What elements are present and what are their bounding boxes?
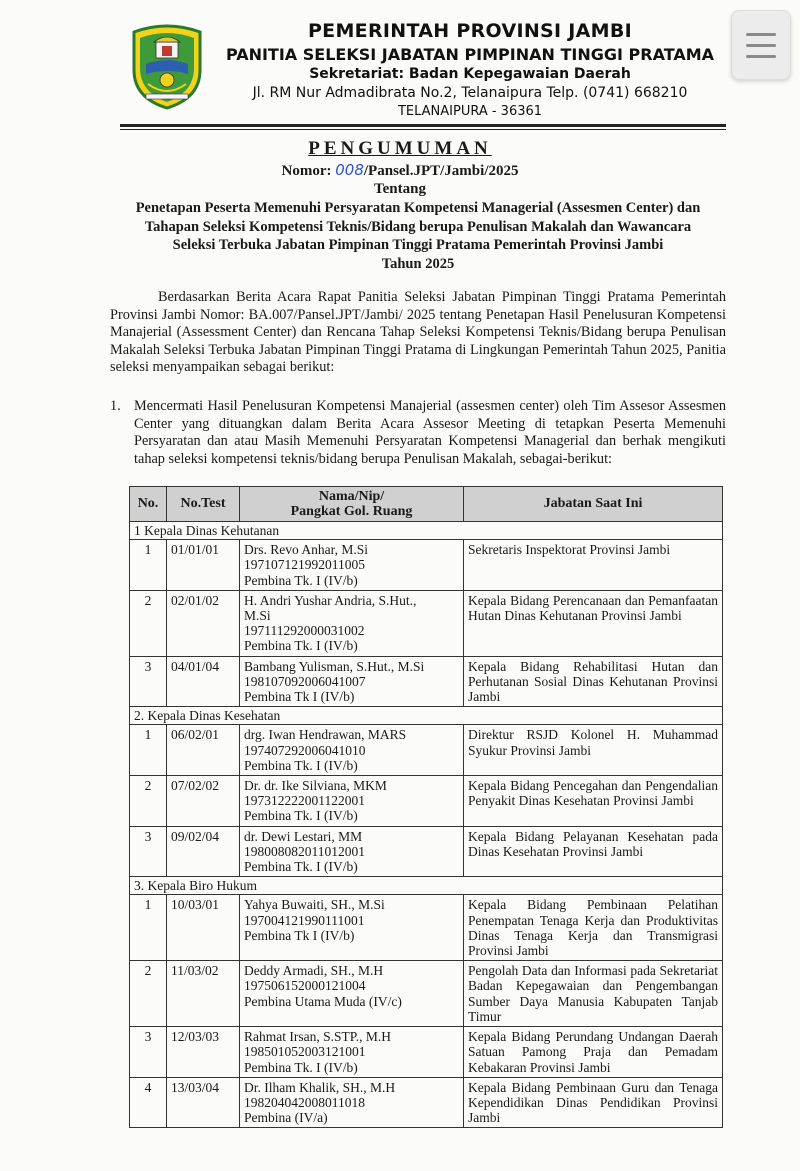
cell-no: 4 [130, 1077, 167, 1128]
cell-nama-line: Pembina Tk. I (IV/b) [244, 572, 358, 588]
cell-no: 1 [130, 895, 167, 961]
cell-nama-line: 197312222001122001 [244, 793, 365, 809]
header-nama [240, 487, 464, 522]
cell-nama [240, 961, 464, 1027]
list-item [110, 398, 726, 468]
cell-jabatan: Kepala Bidang Perencanaan dan Pemanfaatan Hutan Dinas Kehutanan Provinsi Jambi [464, 590, 723, 656]
table-body [130, 522, 723, 1128]
cell-test: 13/03/04 [167, 1077, 240, 1128]
table-row [130, 590, 723, 656]
cell-test: 11/03/02 [167, 961, 240, 1027]
cell-nama-line: 197004121990111001 [244, 912, 365, 928]
subject-line: Penetapan Peserta Memenuhi Persyaratan Kompetensi Managerial (Assesmen Center) dan [135, 200, 701, 216]
cell-nama-line: 197107121992011005 [244, 557, 365, 573]
group-title: 3. Kepala Biro Hukum [130, 877, 723, 895]
cell-test: 01/01/01 [167, 540, 240, 591]
cell-nama-line: Pembina Tk. I (IV/b) [244, 1059, 358, 1075]
cell-jabatan: Kepala Bidang Pelayanan Kesehatan pada Dinas Kesehatan Provinsi Jambi [464, 826, 723, 877]
header-government: PEMERINTAH PROVINSI JAMBI [307, 20, 633, 42]
announcement-about: Tentang [374, 181, 426, 197]
cell-nama [240, 826, 464, 877]
cell-no: 1 [130, 725, 167, 776]
table-header-row [130, 487, 723, 522]
cell-nama-line: drg. Iwan Hendrawan, MARS [244, 727, 407, 743]
table-row [130, 961, 723, 1027]
table-row [130, 725, 723, 776]
cell-nama-line: Pembina Tk. I (IV/b) [244, 859, 358, 875]
intro-paragraph [110, 289, 726, 377]
header-secretariat: Sekretariat: Badan Kepegawaian Daerah [309, 66, 631, 82]
cell-nama-line: 197506152000121004 [244, 978, 366, 994]
cell-nama-line: Yahya Buwaiti, SH., M.Si [244, 897, 385, 913]
cell-nama-line: Rahmat Irsan, S.STP., M.H [244, 1029, 392, 1045]
cell-nama-line: 197111292000031002 [244, 623, 365, 639]
table-group-row [130, 522, 723, 540]
cell-no: 3 [130, 826, 167, 877]
header-rule-thick [120, 124, 726, 127]
header-test: No.Test [167, 487, 240, 522]
candidates-table [129, 486, 723, 1128]
group-title: 1 Kepala Dinas Kehutanan [130, 522, 723, 540]
cell-jabatan: Kepala Bidang Perundang Undangan Daerah Satuan Pamong Praja dan Pemadam Kebakaran Provinsi Jambi [464, 1027, 723, 1078]
number-prefix: Nomor: [281, 163, 336, 179]
cell-jabatan: Kepala Bidang Rehabilitasi Hutan dan Perhutanan Sosial Dinas Kehutanan Provinsi Jambi [464, 656, 723, 707]
table-row [130, 1027, 723, 1078]
announcement-title: PENGUMUMAN [308, 138, 492, 159]
cell-nama-line: Pembina Tk I (IV/b) [244, 689, 355, 705]
menu-button[interactable] [731, 10, 791, 80]
cell-nama [240, 1077, 464, 1128]
cell-nama-line: Pembina Tk. I (IV/b) [244, 638, 358, 654]
hamburger-line [746, 44, 776, 47]
cell-test: 12/03/03 [167, 1027, 240, 1078]
cell-nama-line: Bambang Yulisman, S.Hut., M.Si [244, 658, 425, 674]
cell-test: 04/01/04 [167, 656, 240, 707]
cell-nama [240, 656, 464, 707]
table-row [130, 656, 723, 707]
cell-no: 3 [130, 656, 167, 707]
header-jabatan: Jabatan Saat Ini [464, 487, 723, 522]
subject-line: Tahapan Seleksi Kompetensi Teknis/Bidang berupa Penulisan Makalah dan Wawancara [144, 218, 692, 235]
table-row [130, 776, 723, 827]
table-group-row [130, 707, 723, 725]
table-row [130, 1077, 723, 1128]
cell-nama-line: 197407292006041010 [244, 742, 366, 758]
cell-nama-line: 198008082011012001 [244, 843, 365, 859]
cell-no: 2 [130, 590, 167, 656]
header-committee: PANITIA SELEKSI JABATAN PIMPINAN TINGGI PRATAMA [225, 45, 715, 64]
cell-nama-line: Drs. Revo Anhar, M.Si [244, 542, 368, 558]
cell-nama-line: 198501052003121001 [244, 1044, 366, 1060]
subject-line: Tahun 2025 [381, 255, 455, 272]
cell-test: 06/02/01 [167, 725, 240, 776]
group-title: 2. Kepala Dinas Kesehatan [130, 707, 723, 725]
cell-jabatan: Pengolah Data dan Informasi pada Sekretariat Badan Kepegawaian dan Pengembangan Sumber Daya Manusia Kabupaten Tanjab Timur [464, 961, 723, 1027]
cell-jabatan: Kepala Bidang Pembinaan Guru dan Tenaga Kependidikan Dinas Pendidikan Provinsi Jambi [464, 1077, 723, 1128]
cell-nama-line: H. Andri Yushar Andria, S.Hut., [244, 592, 417, 608]
header-address: Jl. RM Nur Admadibrata No.2, Telanaipura Telp. (0741) 668210 [252, 85, 688, 101]
header-nama-line: Pangkat Gol. Ruang [290, 504, 413, 519]
cell-jabatan: Direktur RSJD Kolonel H. Muhammad Syukur Provinsi Jambi [464, 725, 723, 776]
cell-nama-line: Pembina Tk. I (IV/b) [244, 808, 358, 824]
cell-nama [240, 540, 464, 591]
provincial-crest-icon [128, 22, 206, 110]
cell-nama-line: Pembina Tk. I (IV/b) [244, 757, 358, 773]
cell-nama-line: M.Si [244, 608, 271, 624]
cell-nama [240, 1027, 464, 1078]
cell-nama-line: Pembina (IV/a) [244, 1110, 328, 1126]
cell-test: 02/01/02 [167, 590, 240, 656]
cell-nama [240, 895, 464, 961]
cell-test: 09/02/04 [167, 826, 240, 877]
table-row [130, 826, 723, 877]
cell-no: 2 [130, 776, 167, 827]
announcement-number [0, 161, 800, 180]
cell-jabatan: Kepala Bidang Pembinaan Pelatihan Penempatan Tenaga Kerja dan Produktivitas Dinas Tenaga Kerja dan Transmigrasi Provinsi Jambi [464, 895, 723, 961]
cell-no: 3 [130, 1027, 167, 1078]
cell-nama-line: Dr. dr. Ike Silviana, MKM [244, 778, 387, 794]
header-no: No. [130, 487, 167, 522]
number-handwritten: 008 [335, 161, 364, 179]
cell-nama-line: Dr. Ilham Khalik, SH., M.H [244, 1079, 396, 1095]
cell-nama-line: 198204042008011018 [244, 1094, 365, 1110]
header-city: TELANAIPURA - 36361 [397, 104, 543, 119]
table-row [130, 540, 723, 591]
cell-test: 10/03/01 [167, 895, 240, 961]
cell-nama [240, 725, 464, 776]
cell-nama-line: dr. Dewi Lestari, MM [244, 828, 363, 844]
cell-nama-line: Pembina Utama Muda (IV/c) [244, 993, 402, 1009]
cell-nama [240, 776, 464, 827]
cell-nama-line: 198107092006041007 [244, 673, 366, 689]
number-suffix: /Pansel.JPT/Jambi/2025 [363, 163, 519, 179]
cell-no: 2 [130, 961, 167, 1027]
hamburger-line [746, 55, 776, 58]
header-rule-thin [120, 129, 726, 130]
announcement-subject [110, 199, 726, 273]
cell-nama [240, 590, 464, 656]
cell-nama-line: Pembina Tk I (IV/b) [244, 927, 355, 943]
list-item-number: 1. [110, 398, 121, 414]
cell-nama-line: Deddy Armadi, SH., M.H [244, 963, 384, 979]
cell-jabatan: Kepala Bidang Pencegahan dan Pengendalian Penyakit Dinas Kesehatan Provinsi Jambi [464, 776, 723, 827]
table-row [130, 895, 723, 961]
cell-jabatan: Sekretaris Inspektorat Provinsi Jambi [464, 540, 723, 591]
intro-text: Berdasarkan Berita Acara Rapat Panitia Seleksi Jabatan Pimpinan Tinggi Pratama Pemerintah Provinsi Jambi Nomor: BA.007/Pansel.JPT/Jambi/ 2025 tentang Penetapan Hasil Penelusuran Kompetensi Manajerial (Assessment Center) dan Rencana Tahap Seleksi Kompetensi Teknis/Bidang berupa Penulisan Makalah Seleksi Terbuka Jabatan Pimpinan Tinggi Pratama di Lingkungan Pemerintah Tahun 2025, Panitia seleksi menyampaikan sebagai berikut: [110, 289, 726, 376]
cell-test: 07/02/02 [167, 776, 240, 827]
cell-no: 1 [130, 540, 167, 591]
list-item-text: Mencermati Hasil Penelusuran Kompetensi Manajerial (assesmen center) oleh Tim Assesor Assesmen Center yang dituangkan dalam Berita Acara Assesor Meeting di tetapkan Peserta Memenuhi Persyaratan dan atau Masih Memenuhi Persyaratan Kompetensi Managerial dan berhak mengikuti tahap seleksi kompetensi teknis/bidang berupa Penulisan Makalah, sebagai-berikut: [134, 398, 726, 467]
table-group-row [130, 877, 723, 895]
hamburger-line [746, 33, 776, 36]
subject-line: Seleksi Terbuka Jabatan Pimpinan Tinggi Pratama Pemerintah Provinsi Jambi [172, 237, 664, 253]
header-nama-line: Nama/Nip/ [318, 488, 385, 504]
